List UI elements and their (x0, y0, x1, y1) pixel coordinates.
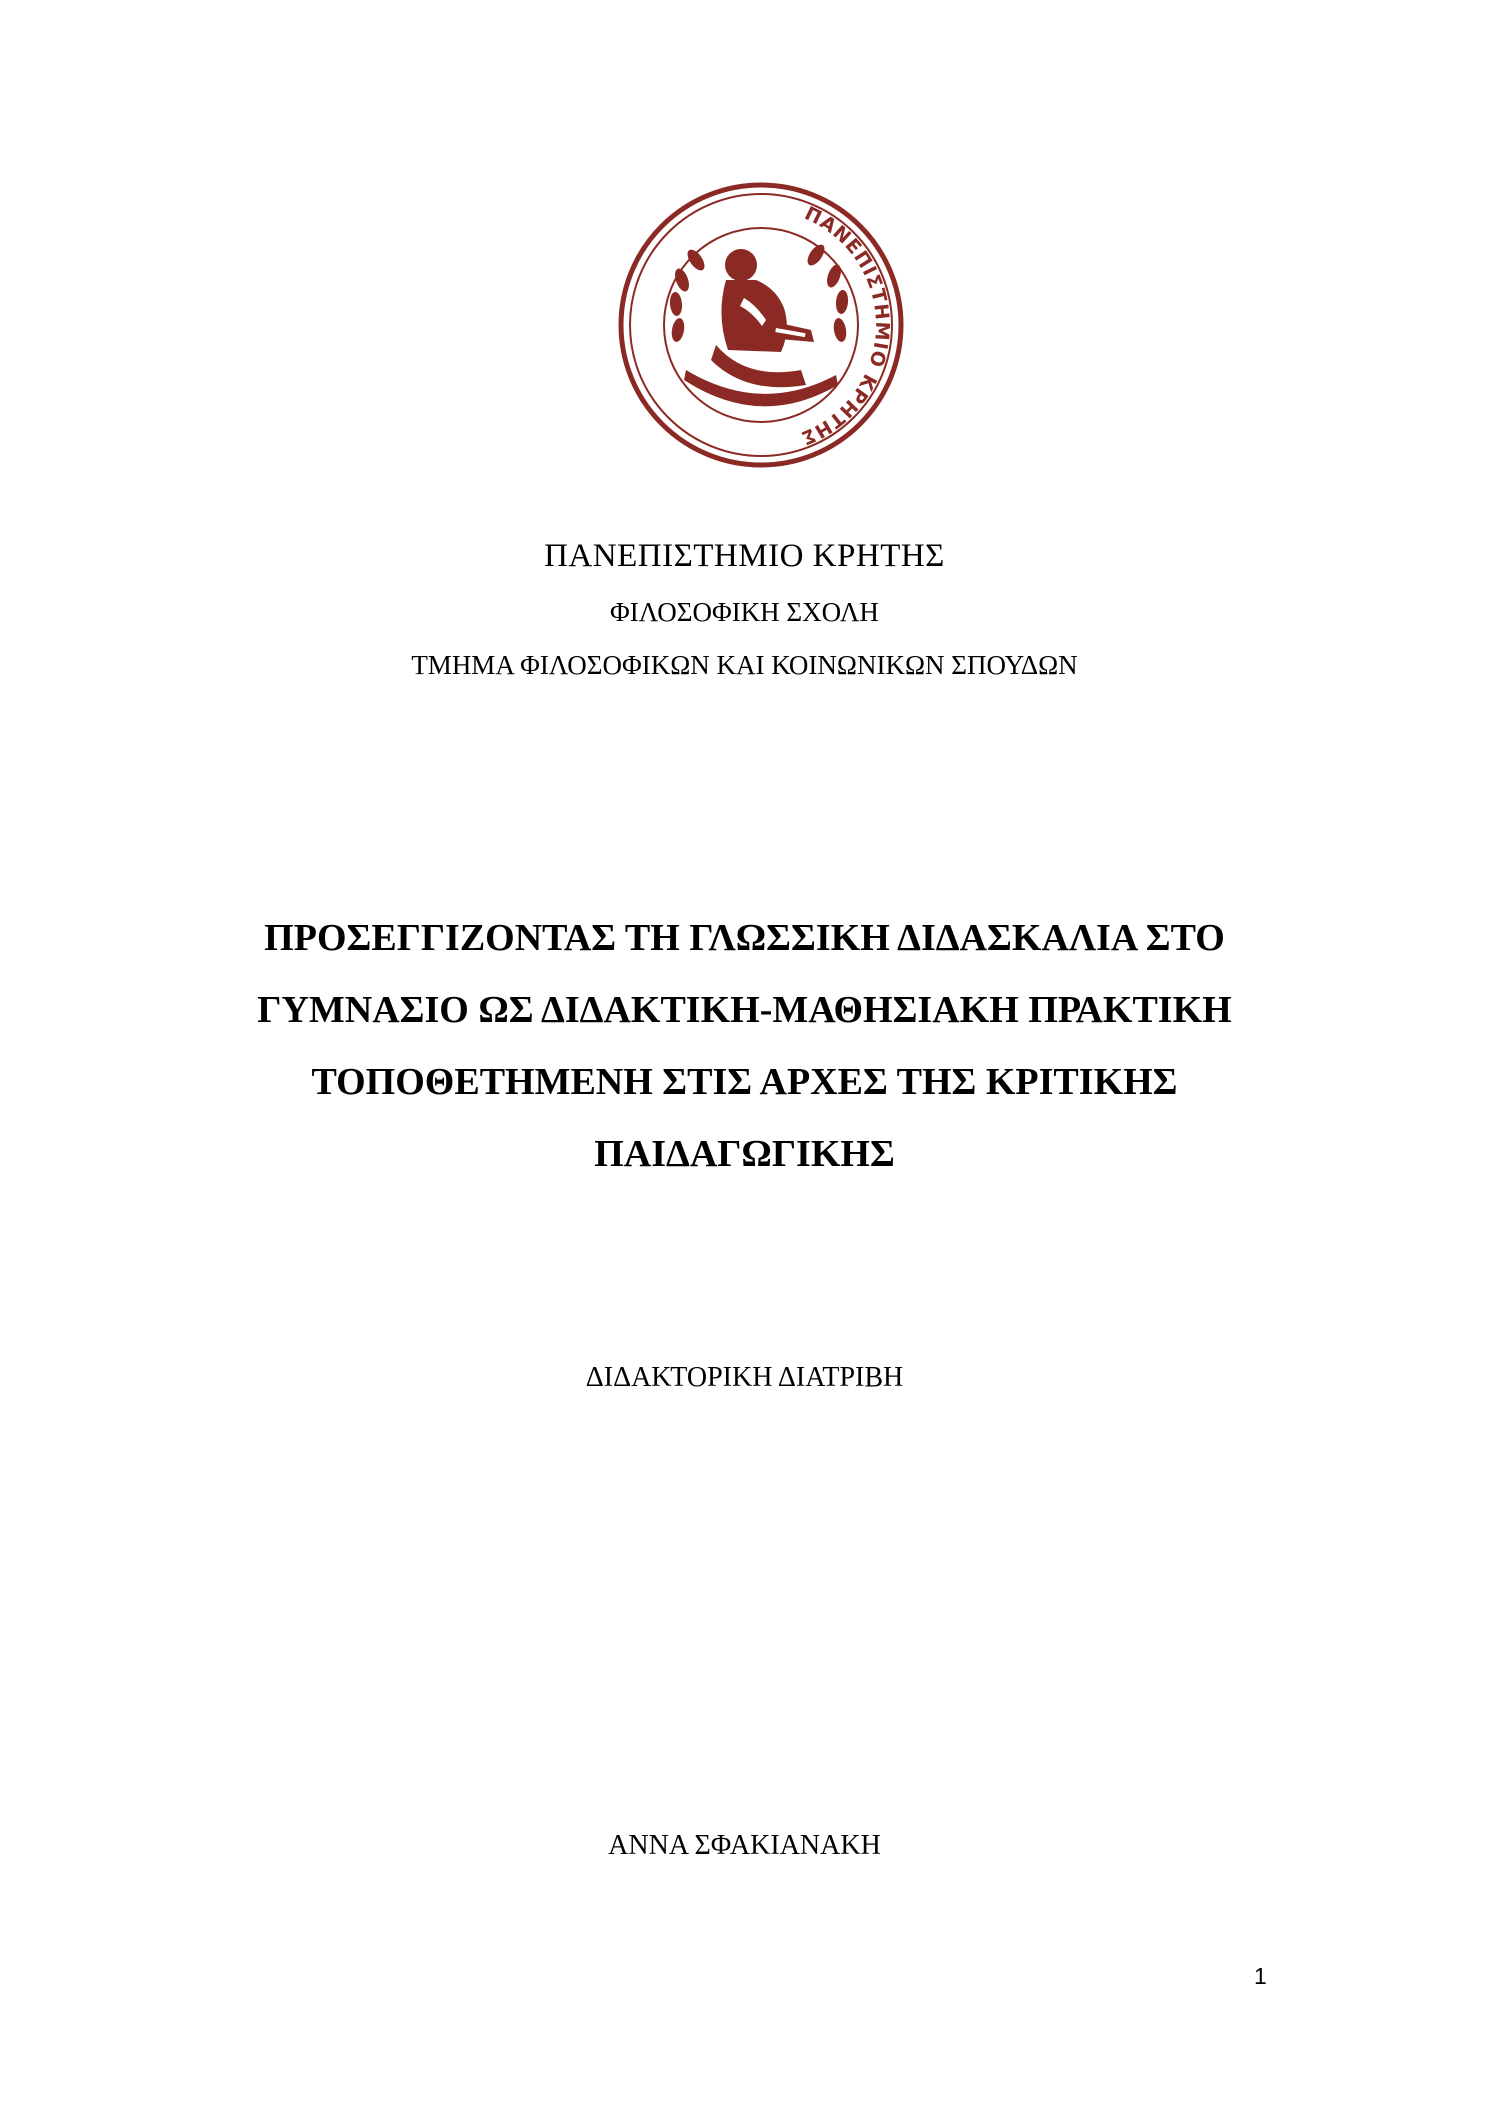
author-name: ΑΝΝΑ ΣΦΑΚΙΑΝΑΚΗ (608, 1830, 881, 1861)
document-type: ΔΙΔΑΚΤΟΡΙΚΗ ΔΙΑΤΡΙΒΗ (585, 1362, 904, 1393)
department-name: ΤΜΗΜΑ ΦΙΛΟΣΟΦΙΚΩΝ ΚΑΙ ΚΟΙΝΩΝΙΚΩΝ ΣΠΟΥΔΩΝ (411, 650, 1078, 680)
university-seal-logo (616, 180, 906, 470)
thesis-title-line-4: ΠΑΙΔΑΓΩΓΙΚΗΣ (594, 1133, 895, 1175)
thesis-title-line-1: ΠΡΟΣΕΓΓΙΖΟΝΤΑΣ ΤΗ ΓΛΩΣΣΙΚΗ ΔΙΔΑΣΚΑΛΙΑ ΣΤΟ (264, 917, 1225, 959)
thesis-title-line-2: ΓΥΜΝΑΣΙΟ ΩΣ ΔΙΔΑΚΤΙΚΗ-ΜΑΘΗΣΙΑΚΗ ΠΡΑΚΤΙΚΗ (257, 989, 1232, 1031)
thesis-title-line-3: ΤΟΠΟΘΕΤΗΜΕΝΗ ΣΤΙΣ ΑΡΧΕΣ ΤΗΣ ΚΡΙΤΙΚΗΣ (311, 1061, 1178, 1103)
school-name: ΦΙΛΟΣΟΦΙΚΗ ΣΧΟΛΗ (610, 597, 879, 627)
university-name: ΠΑΝΕΠΙΣΤΗΜΙΟ ΚΡΗΤΗΣ (544, 538, 945, 574)
svg-text:ΠΑΝΕΠΙΣΤΗΜΙΟ ΚΡΗΤΗΣ: ΠΑΝΕΠΙΣΤΗΜΙΟ ΚΡΗΤΗΣ (797, 202, 894, 450)
page-number: 1 (1254, 1963, 1267, 1989)
thesis-title (0, 902, 1489, 1190)
